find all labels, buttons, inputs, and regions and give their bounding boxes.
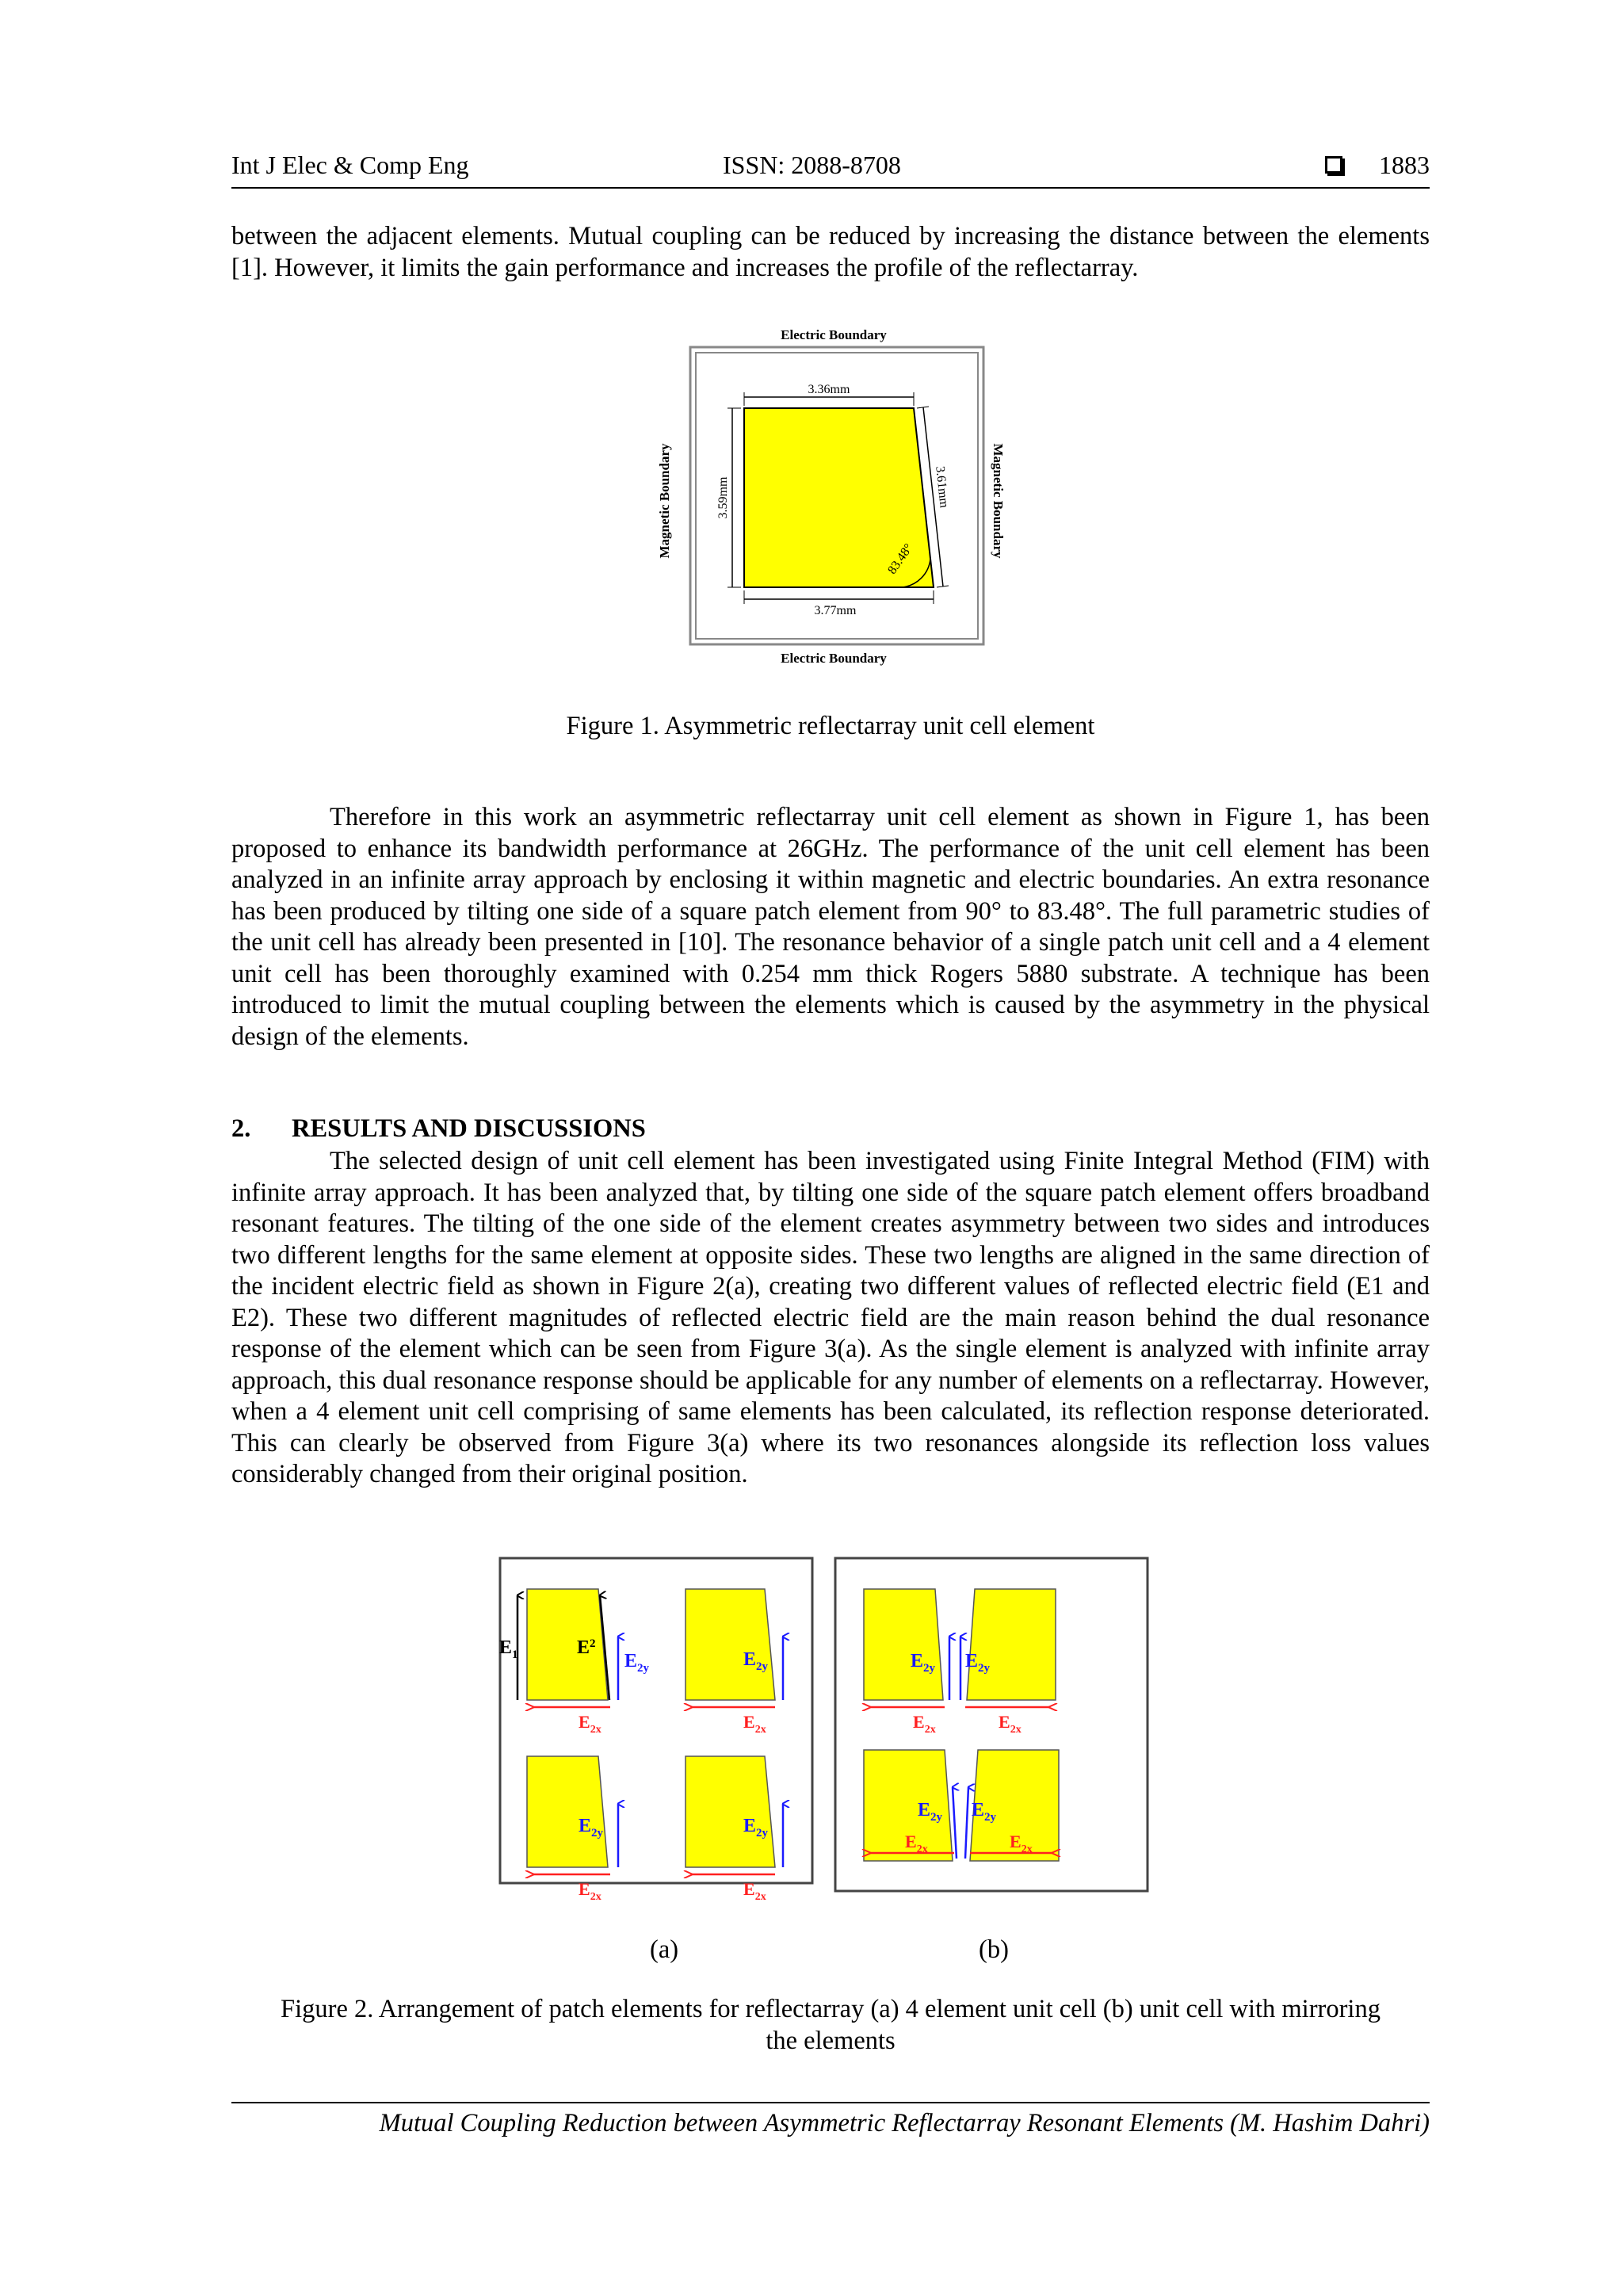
issn: ISSN: 2088-8708 (723, 151, 901, 179)
electric-boundary-top-label: Electric Boundary (781, 327, 887, 342)
running-header (231, 151, 1430, 189)
dim-left: 3.59mm (716, 476, 730, 519)
section-title: RESULTS AND DISCUSSIONS (292, 1114, 646, 1143)
e2x-label: $E_{2x}$ (743, 1712, 766, 1736)
e2x-label: $E_{2x}$ (999, 1712, 1022, 1736)
page-number: 1883 (1379, 151, 1430, 179)
square-bullet-icon (1325, 156, 1342, 174)
e1-label: $E_1$ (499, 1637, 518, 1661)
e2y-label: $E_{2y}$ (743, 1649, 769, 1673)
panel-a-patch-1 (527, 1589, 608, 1700)
figure-1-caption: Figure 1. Asymmetric reflectarray unit cell element (566, 712, 1095, 740)
dim-top: 3.36mm (808, 383, 850, 396)
figure-2-caption-line2: the elements (766, 2027, 896, 2055)
paragraph-2 (231, 802, 1430, 1052)
e2x-label: $E_{2x}$ (579, 1879, 601, 1903)
dim-right: 3.61mm (933, 465, 951, 509)
figure-2-caption-line1: Figure 2. Arrangement of patch elements for reflectarray (a) 4 element unit cell (b) unit cell with mirroring (281, 1995, 1381, 2023)
panel-b-patch-1 (864, 1589, 943, 1700)
panel-a-patch-2 (685, 1589, 775, 1700)
angle-label: 83.48° (885, 541, 916, 577)
e2x-label: $E_{2x}$ (579, 1712, 601, 1736)
journal-name: Int J Elec & Comp Eng (231, 151, 469, 179)
subfigure-a-label: (a) (650, 1935, 679, 1964)
e2y-label: $E_{2y}$ (918, 1800, 943, 1824)
e2x-label: $E_{2x}$ (1010, 1832, 1033, 1855)
e2y-label: $E_{2y}$ (972, 1800, 997, 1824)
footer-rule (231, 2102, 1430, 2103)
running-footer: Mutual Coupling Reduction between Asymmetric Reflectarray Resonant Elements (M. Hashim Dahri) (379, 2109, 1430, 2137)
paragraph-2-text: Therefore in this work an asymmetric reflectarray unit cell element as shown in Figure 1, has been proposed to enhance its bandwidth performance at 26GHz. The performance of the unit cell element has been analyzed in an infinite array approach by enclosing it within magnetic and electric boundaries. An extra resonance has been produced by tilting one side of a square patch element from 90° to 83.48°. The full parametric studies of the unit cell has already been presented in [10]. The resonance behavior of a single patch unit cell and a 4 element unit cell has been thoroughly examined with 0.254 mm thick Rogers 5880 substrate. A technique has been introduced to limit the mutual coupling between the elements which is caused by the asymmetry in the physical design of the elements. (231, 803, 1430, 1051)
magnetic-boundary-right-label: Magnetic Boundary (991, 443, 1006, 559)
paragraph-1: between the adjacent elements. Mutual coupling can be reduced by increasing the distance between the elements [1]. However, it limits the gain performance and increases the profile of the reflectarray. (231, 222, 1430, 282)
e2x-label: $E_{2x}$ (913, 1712, 936, 1736)
e2y-label: $E_{2y}$ (743, 1816, 769, 1839)
paragraph-3 (231, 1146, 1430, 1491)
section-number: 2. (231, 1114, 251, 1143)
section-heading (231, 1114, 646, 1144)
panel-a-patch-4 (685, 1756, 775, 1867)
e2-label: $E^2$ (577, 1637, 596, 1658)
subfigure-b-label: (b) (979, 1935, 1009, 1964)
figure-2-caption (231, 1993, 1430, 2057)
e2y-label: $E_{2y}$ (624, 1651, 650, 1675)
figure-1-unit-cell (650, 317, 1014, 682)
panel-a-patch-3 (527, 1756, 608, 1867)
e2x-label: $E_{2x}$ (905, 1832, 928, 1855)
e2y-label: $E_{2y}$ (911, 1651, 936, 1675)
dim-bottom: 3.77mm (814, 604, 857, 617)
electric-boundary-bottom-label: Electric Boundary (781, 651, 887, 666)
e2y-label: $E_{2y}$ (965, 1651, 991, 1675)
magnetic-boundary-left-label: Magnetic Boundary (657, 443, 672, 559)
paragraph-3-text: The selected design of unit cell element has been investigated using Finite Integral Method (FIM) with infinite array approach. It has been analyzed that, by tilting one side of the square patch element offers broadband resonant features. The tilting of the one side of the element creates asymmetry between two sides and introduces two different lengths for the same element at opposite sides. These two lengths are aligned in the same direction of the incident electric field as shown in Figure 2(a), creating two different values of reflected electric field (E1 and E2). These two different magnitudes of reflected electric field are the main reason behind the dual resonance response of the element which can be seen from Figure 3(a). As the single element is analyzed with infinite array approach, this dual resonance response should be applicable for any number of elements on a reflectarray. However, when a 4 element unit cell comprising of same elements has been calculated, its reflection response deteriorated. This can clearly be observed from Figure 3(a) where its two resonances alongside its reflection loss values considerably changed from their original position. (231, 1147, 1430, 1488)
e2y-label: $E_{2y}$ (579, 1816, 604, 1839)
figure-2-arrangement (491, 1549, 1173, 1914)
e2x-label: $E_{2x}$ (743, 1879, 766, 1903)
panel-b-patch-2 (967, 1589, 1056, 1700)
